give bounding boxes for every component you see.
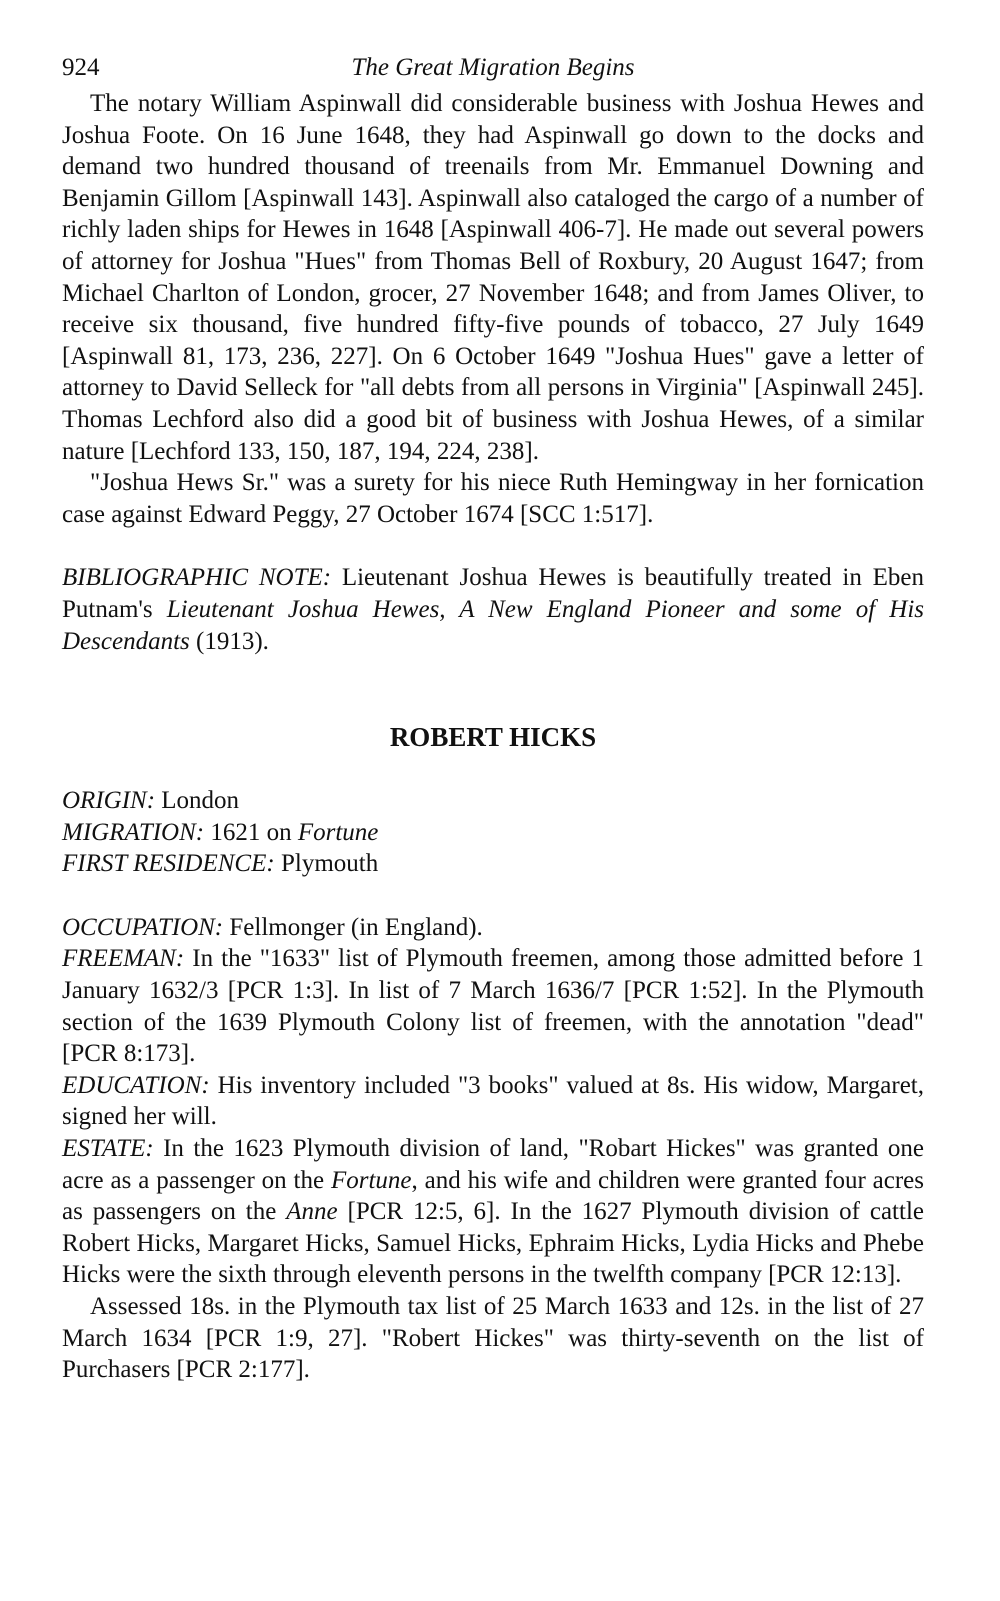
- occupation-label: OCCUPATION:: [62, 913, 224, 941]
- bibliographic-note-year: (1913).: [189, 627, 269, 655]
- origin-label: ORIGIN:: [62, 787, 156, 815]
- estate-text-2: , and his wife and children were granted four acres as passengers on the: [62, 1166, 924, 1226]
- bibliographic-note-text: Lieutenant Joshua Hewes is beautifully treated in Eben Putnam's: [62, 564, 924, 623]
- bibliographic-note-label: BIBLIOGRAPHIC NOTE:: [62, 564, 332, 592]
- document-page: [62, 48, 924, 1386]
- education-entry: [62, 1070, 924, 1133]
- ship-name: Fortune: [330, 1166, 412, 1194]
- education-label: EDUCATION:: [62, 1071, 210, 1099]
- first-residence-label: FIRST RESIDENCE:: [62, 850, 275, 878]
- book-title: Lieutenant Joshua Hewes, A New England Pioneer and some of His Descendants: [62, 595, 924, 655]
- freeman-label: FREEMAN:: [62, 945, 185, 973]
- running-header: [62, 48, 924, 88]
- migration-value: 1621 on: [204, 818, 298, 846]
- migration-label: MIGRATION:: [62, 818, 205, 846]
- estate-entry: [62, 1133, 924, 1291]
- estate-text-1: In the 1623 Plymouth division of land, "Robart Hickes" was granted one acre as a passenger on the: [62, 1135, 924, 1194]
- estate-text-3: [PCR 12:5, 6]. In the 1627 Plymouth division of cattle Robert Hicks, Margaret Hicks, Samuel Hicks, Ephraim Hicks, Lydia Hicks and Phebe Hicks were the sixth through eleventh persons in the twelfth company [PCR 12:13].: [62, 1198, 924, 1289]
- paragraph-surety: [62, 467, 924, 530]
- first-residence-entry: [62, 848, 924, 880]
- running-title: The Great Migration Begins: [351, 54, 635, 81]
- paragraph-aspinwall-text: The notary William Aspinwall did considerable business with Joshua Hewes and Joshua Foote. On 16 June 1648, they had Aspinwall go down to the docks and demand two hundred thousand of treenails from Mr. Emmanuel Downing and Benjamin Gillom [Aspinwall 143]. Aspinwall also cataloged the cargo of a number of richly laden ships for Hewes in 1648 [Aspinwall 406-7]. He made out several powers of attorney for Joshua "Hues" from Thomas Bell of Roxbury, 20 August 1647; from Michael Charlton of London, grocer, 27 November 1648; and from James Oliver, to receive six thousand, five hundred fifty-five pounds of tobacco, 27 July 1649 [Aspinwall 81, 173, 236, 227]. On 6 October 1649 "Joshua Hues" gave a letter of attorney to David Selleck for "all debts from all persons in Virginia" [Aspinwall 245]. Thomas Lechford also did a good bit of business with Joshua Hewes, of a similar nature [Lechford 133, 150, 187, 194, 224, 238].: [62, 90, 924, 465]
- paragraph-aspinwall: [62, 88, 924, 467]
- ship-name: Anne: [286, 1198, 338, 1226]
- section-heading: ROBERT HICKS: [389, 722, 597, 753]
- first-residence-value: Plymouth: [274, 850, 379, 878]
- origin-entry: [62, 785, 924, 817]
- occupation-entry: [62, 912, 924, 944]
- page-number: 924: [62, 54, 100, 81]
- estate-label: ESTATE:: [62, 1135, 154, 1163]
- freeman-entry: [62, 943, 924, 1069]
- assessed-paragraph: [62, 1291, 924, 1386]
- assessed-text: Assessed 18s. in the Plymouth tax list of 25 March 1633 and 12s. in the list of 27 March 1634 [PCR 1:9, 27]. "Robert Hickes" was thirty-seventh on the list of Purchasers [PCR 2:177].: [62, 1293, 924, 1384]
- occupation-value: Fellmonger (in England).: [223, 913, 483, 941]
- ship-name: Fortune: [297, 818, 379, 846]
- freeman-value: In the "1633" list of Plymouth freemen, among those admitted before 1 January 1632/3 [PCR 1:3]. In list of 7 March 1636/7 [PCR 1:52]. In the Plymouth section of the 1639 Plymouth Colony list of freemen, with the annotation "dead" [PCR 8:173].: [62, 945, 924, 1068]
- origin-value: London: [155, 787, 240, 815]
- education-value: His inventory included "3 books" valued at 8s. His widow, Margaret, signed her will.: [62, 1071, 924, 1131]
- paragraph-surety-text: "Joshua Hews Sr." was a surety for his niece Ruth Hemingway in her fornication case against Edward Peggy, 27 October 1674 [SCC 1:517].: [62, 469, 924, 528]
- bibliographic-note: [62, 562, 924, 657]
- migration-entry: [62, 817, 924, 849]
